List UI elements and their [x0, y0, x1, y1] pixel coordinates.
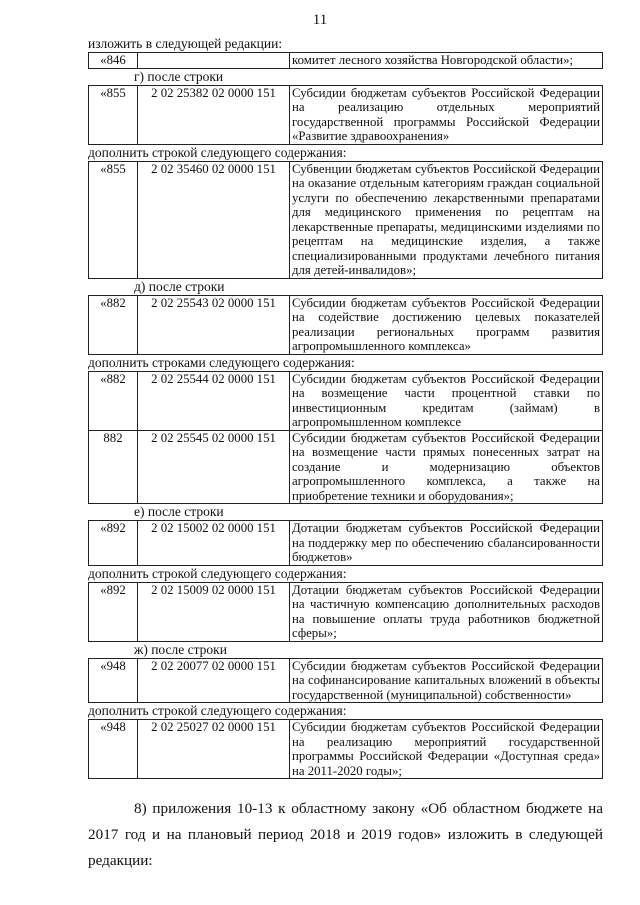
budget-code-table [88, 520, 603, 566]
table-row [89, 161, 603, 278]
table-row [89, 658, 603, 703]
revenue-code-cell: 2 02 35460 02 0000 151 [138, 161, 290, 278]
description-cell: Субсидии бюджетам субъектов Российской Федерации на реализацию мероприятий государственной программы Российской Федерации «Доступная среда» на 2011-2020 годы»; [290, 720, 603, 779]
description-cell: Дотации бюджетам субъектов Российской Федерации на частичную компенсацию дополнительных расходов на повышение оплаты труда работников бюджетной сферы»; [290, 582, 603, 641]
table-row [89, 295, 603, 354]
instruction-line: дополнить строками следующего содержания: [88, 354, 355, 370]
budget-code-table [88, 52, 603, 69]
budget-code-table [88, 582, 603, 642]
final-paragraph: 8) приложения 10-13 к областному закону «Об областном бюджете на 2017 год и на плановый период 2018 и 2019 годов» изложить в следующей редакции: [88, 800, 603, 869]
table-row [89, 582, 603, 641]
budget-code-table [88, 161, 603, 279]
revenue-code-cell: 2 02 25543 02 0000 151 [138, 295, 290, 354]
revenue-code-cell: 2 02 25545 02 0000 151 [138, 430, 290, 504]
revenue-code-cell: 2 02 15009 02 0000 151 [138, 582, 290, 641]
section-subheading: е) после строки [134, 504, 224, 519]
admin-code-cell: 882 [89, 430, 138, 504]
revenue-code-cell: 2 02 25382 02 0000 151 [138, 85, 290, 144]
description-cell: Субсидии бюджетам субъектов Российской Федерации на реализацию отдельных мероприятий государственной программы Российской Федерации «Развитие здравоохранения» [290, 85, 603, 144]
admin-code-cell: «892 [89, 582, 138, 641]
budget-code-table [88, 658, 603, 704]
section-subheading: ж) после строки [134, 641, 227, 657]
revenue-code-cell: 2 02 20077 02 0000 151 [138, 658, 290, 703]
description-cell: Субсидии бюджетам субъектов Российской Федерации на содействие достижению целевых показателей реализации региональных программ развития агропромышленного комплекса» [290, 295, 603, 354]
section-subheading: г) после строки [134, 68, 224, 84]
instruction-line: изложить в следующей редакции: [88, 36, 283, 51]
table-row [89, 720, 603, 779]
description-cell: Субвенции бюджетам субъектов Российской Федерации на оказание отдельным категориям граждан социальной услуги по обеспечению лекарственными препаратами для медицинского применения по рецептам на лекарственные препараты, медицинскими изделиями по рецептам на медицинские изделия, а также специализированными продуктами лечебного питания для детей-инвалидов»; [290, 161, 603, 278]
budget-code-table [88, 85, 603, 145]
table-row [89, 430, 603, 504]
revenue-code-cell: 2 02 25544 02 0000 151 [138, 371, 290, 430]
table-row [89, 521, 603, 566]
admin-code-cell: «948 [89, 720, 138, 779]
budget-code-table [88, 719, 603, 779]
admin-code-cell: «846 [89, 53, 138, 69]
description-cell: комитет лесного хозяйства Новгородской области»; [290, 53, 603, 69]
instruction-line: дополнить строкой следующего содержания: [88, 565, 347, 581]
instruction-line: дополнить строкой следующего содержания: [88, 144, 347, 160]
budget-code-table [88, 371, 603, 505]
section-subheading: д) после строки [134, 278, 225, 294]
admin-code-cell: «882 [89, 295, 138, 354]
description-cell: Субсидии бюджетам субъектов Российской Федерации на возмещение части прямых понесенных затрат на создание и модернизацию объектов агропромышленного комплекса, а также на приобретение техники и оборудования»; [290, 430, 603, 504]
budget-code-table [88, 295, 603, 355]
description-cell: Дотации бюджетам субъектов Российской Федерации на поддержку мер по обеспечению сбалансированности бюджетов» [290, 521, 603, 566]
revenue-code-cell: 2 02 15002 02 0000 151 [138, 521, 290, 566]
table-row [89, 85, 603, 144]
description-cell: Субсидии бюджетам субъектов Российской Федерации на возмещение части процентной ставки по инвестиционным кредитам (займам) в агропромышленном комплексе [290, 371, 603, 430]
page-number: 11 [312, 12, 328, 28]
table-row [89, 371, 603, 430]
revenue-code-cell [138, 53, 290, 69]
admin-code-cell: «948 [89, 658, 138, 703]
admin-code-cell: «855 [89, 85, 138, 144]
description-cell: Субсидии бюджетам субъектов Российской Федерации на софинансирование капитальных вложений в объекты государственной (муниципальной) собственности» [290, 658, 603, 703]
admin-code-cell: «882 [89, 371, 138, 430]
instruction-line: дополнить строкой следующего содержания: [88, 703, 347, 718]
document-body [88, 36, 603, 779]
admin-code-cell: «892 [89, 521, 138, 566]
table-row [89, 53, 603, 69]
revenue-code-cell: 2 02 25027 02 0000 151 [138, 720, 290, 779]
admin-code-cell: «855 [89, 161, 138, 278]
